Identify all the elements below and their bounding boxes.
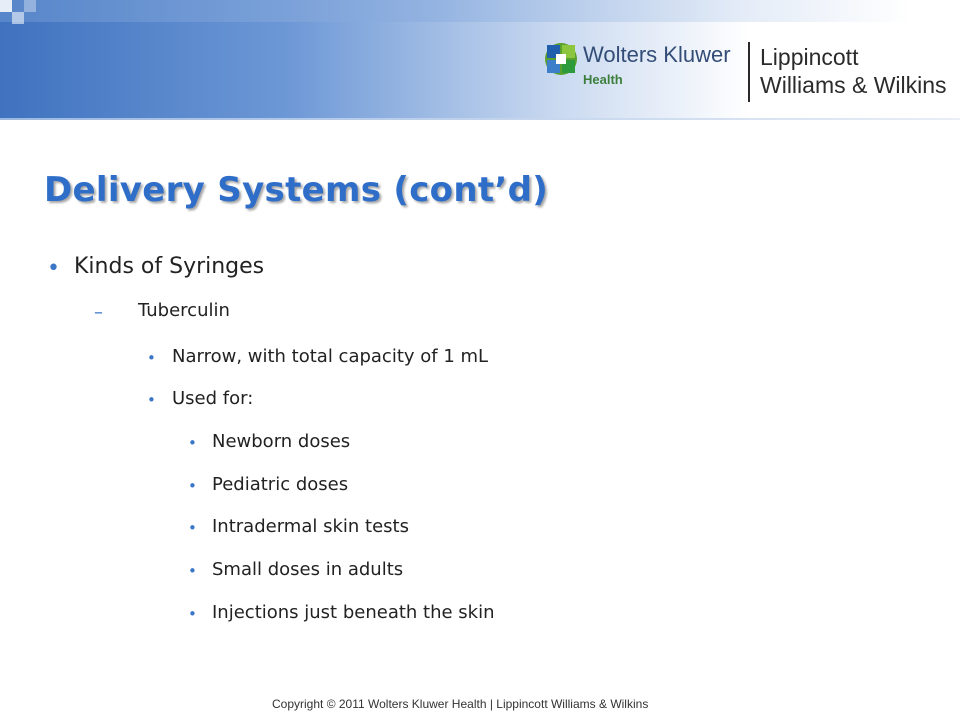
partner-name-line2: Williams & Wilkins (760, 72, 947, 98)
header-banner (0, 0, 960, 118)
bullet-level3: Narrow, with total capacity of 1 mL (172, 346, 489, 367)
bullet-level2: Tuberculin (138, 300, 230, 321)
dash-marker: – (94, 302, 103, 323)
bullet-dot: • (147, 349, 156, 367)
bullet-dot: • (47, 256, 60, 281)
bullet-level4: Intradermal skin tests (212, 516, 409, 537)
copyright-footer: Copyright © 2011 Wolters Kluwer Health | Lippincott Williams & Wilkins (272, 697, 649, 711)
bullet-dot: • (188, 434, 197, 452)
bullet-level3: Used for: (172, 388, 254, 409)
decorative-square (0, 0, 12, 12)
bullet-level4: Pediatric doses (212, 474, 349, 495)
header-divider (0, 118, 960, 120)
bullet-dot: • (188, 519, 197, 537)
bullet-dot: • (188, 605, 197, 623)
brand-division: Health (583, 72, 623, 87)
bullet-level4: Newborn doses (212, 431, 351, 452)
partner-name-line1: Lippincott (760, 44, 859, 70)
bullet-level4: Injections just beneath the skin (212, 602, 495, 623)
brand-name: Wolters Kluwer (583, 42, 731, 67)
bullet-level4: Small doses in adults (212, 559, 404, 580)
bullet-dot: • (188, 477, 197, 495)
slide-title: Delivery Systems (cont’d) (44, 170, 549, 210)
logo-divider (748, 42, 750, 102)
wolters-kluwer-logo-icon (544, 42, 578, 76)
decorative-square (12, 12, 24, 24)
bullet-level1: Kinds of Syringes (74, 254, 265, 279)
bullet-dot: • (147, 391, 156, 409)
header-top-band (0, 0, 960, 22)
decorative-square (24, 0, 36, 12)
bullet-dot: • (188, 562, 197, 580)
